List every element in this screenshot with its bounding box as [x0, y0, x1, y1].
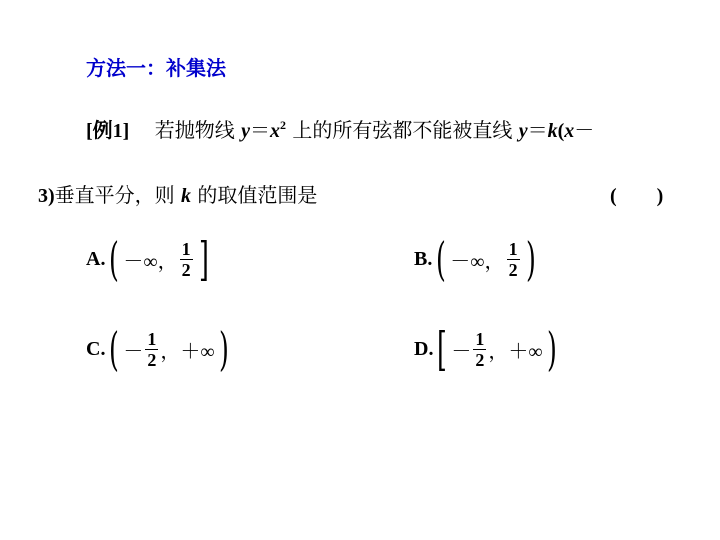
option-a-left-bracket: ( [109, 232, 120, 286]
question-line-1 [86, 114, 594, 143]
var-y: y [241, 120, 251, 142]
option-a-numerator: 1 [181, 238, 191, 259]
option-a-lower: －∞， [123, 250, 178, 273]
option-c-sign: － [123, 340, 144, 363]
option-c-left-bracket: ( [109, 322, 120, 376]
option-c-right-bracket: ) [218, 322, 229, 376]
var-k-2: k [181, 185, 192, 207]
var-x-line: x [564, 120, 575, 142]
line2-number: 3) [38, 185, 55, 207]
option-a-label: A. [86, 247, 106, 270]
option-b[interactable] [414, 232, 540, 286]
option-a-right-bracket: ] [198, 232, 209, 286]
minus-sign: － [574, 118, 595, 142]
option-c[interactable] [86, 322, 233, 376]
var-x: x [270, 120, 281, 142]
question-text-b: 上的所有弦都不能被直线 [292, 118, 513, 142]
option-b-denominator: 2 [508, 259, 518, 280]
question-text-c: 垂直平分，则 [54, 183, 175, 207]
option-a-denominator: 2 [181, 259, 191, 280]
var-y-line: y [518, 120, 528, 142]
equals-sign-2: ＝ [527, 118, 548, 142]
option-b-label: B. [414, 247, 433, 270]
option-d-upper: ，＋∞ [488, 340, 543, 363]
option-d[interactable] [414, 322, 561, 376]
option-b-lower: －∞， [450, 250, 505, 273]
option-c-denominator: 2 [147, 349, 157, 370]
question-text-d: 的取值范围是 [197, 183, 318, 207]
option-d-sign: － [451, 340, 472, 363]
example-tag: [例1] [86, 120, 130, 142]
method-heading: 方法一：补集法 [86, 56, 226, 80]
option-d-label: D. [414, 337, 434, 360]
option-c-fraction [145, 329, 158, 370]
open-paren: ( [557, 120, 565, 142]
question-line-2 [38, 179, 317, 208]
answer-blank: ( ) [610, 185, 664, 207]
option-b-fraction [507, 239, 520, 280]
option-d-left-bracket: [ [437, 322, 448, 376]
exponent: 2 [280, 118, 287, 132]
option-c-numerator: 1 [147, 328, 157, 349]
option-d-right-bracket: ) [546, 322, 557, 376]
option-b-left-bracket: ( [436, 232, 447, 286]
option-a[interactable] [86, 232, 213, 286]
option-a-fraction [180, 239, 193, 280]
option-d-denominator: 2 [475, 349, 485, 370]
equals-sign: ＝ [250, 118, 271, 142]
var-k: k [547, 120, 558, 142]
option-d-numerator: 1 [475, 328, 485, 349]
option-b-right-bracket: ) [525, 232, 536, 286]
option-d-fraction [473, 329, 486, 370]
option-c-label: C. [86, 337, 106, 360]
option-b-numerator: 1 [508, 238, 518, 259]
option-c-upper: ，＋∞ [160, 340, 215, 363]
question-text-a: 若抛物线 [154, 118, 235, 142]
